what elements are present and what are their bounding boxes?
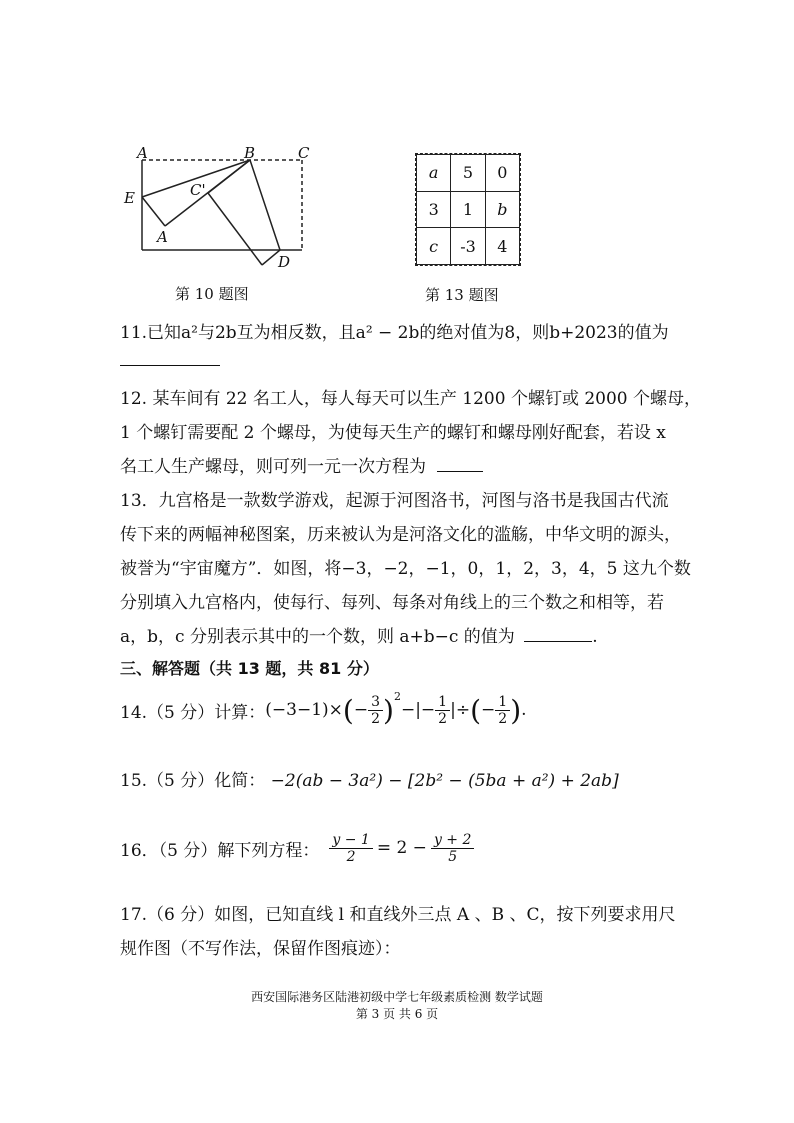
cell: 0	[485, 155, 519, 192]
cell: 5	[451, 155, 485, 192]
q14-num-3: 1	[495, 694, 510, 711]
label-b: B	[244, 144, 256, 162]
question-16-label: 16．（5 分）解下列方程：	[120, 840, 320, 861]
question-15-label: 15.（5 分）化简：	[120, 771, 266, 791]
q14-frac-1-2	[435, 694, 450, 727]
q14-end: .	[521, 700, 527, 720]
label-c-prime: C'	[190, 181, 206, 199]
q14-paren-close: )	[383, 693, 394, 727]
question-16	[120, 828, 474, 868]
cell: 4	[485, 228, 519, 265]
cell: 1	[451, 191, 485, 228]
question-15	[120, 766, 619, 791]
label-d: D	[278, 253, 291, 271]
question-11-answer-blank	[120, 365, 220, 366]
q16-mid: = 2 −	[376, 838, 427, 858]
question-13-answer-blank	[524, 627, 592, 642]
question-12-line-1: 12. 某车间有 22 名工人，每人每天可以生产 1200 个螺钉或 2000 个螺母，	[120, 389, 702, 409]
q14-den-2: 2	[438, 710, 448, 727]
figure-10-caption: 第 10 题图	[175, 285, 249, 303]
cell: 3	[417, 191, 451, 228]
q16-frac-right	[431, 832, 474, 865]
q14-expr-b: −|−	[400, 700, 436, 720]
question-17-line-1: 17.（6 分）如图，已知直线 l 和直线外三点 A 、B 、C，按下列要求用尺	[120, 905, 676, 925]
magic-square-grid	[415, 153, 521, 266]
question-13-line-5: a，b，c 分别表示其中的一个数，则 a+b−c 的值为 .	[120, 627, 598, 647]
label-c: C	[298, 144, 310, 162]
q14-paren-open-2: (	[470, 693, 482, 727]
question-13-line-1: 13．九宫格是一款数学游戏，起源于河图洛书，河图与洛书是我国古代流	[120, 491, 669, 511]
q16-frac-left	[329, 832, 372, 865]
q14-den: 2	[371, 710, 381, 727]
footer-page-number: 第 3 页 共 6 页	[355, 1007, 439, 1021]
q14-den-3: 2	[498, 710, 508, 727]
footer-school: 西安国际港务区陆港初级中学七年级素质检测 数学试题	[251, 990, 543, 1004]
question-11-text: 11.已知a²与2b互为相反数，且a² − 2b的绝对值为8，则b+2023的值为	[120, 323, 669, 343]
cell: -3	[451, 228, 485, 265]
question-12-line-2: 1 个螺钉需要配 2 个螺母，为使每天生产的螺钉和螺母刚好配套，若设 x	[120, 423, 666, 443]
q14-neg-2: −	[481, 700, 496, 720]
question-15-expr: −2(ab − 3a²) − [2b² − (5ba + a²) + 2ab]	[270, 771, 619, 791]
q14-square: 2	[393, 690, 401, 703]
section-title: 三、解答题（共 13 题，共 81 分）	[120, 659, 379, 678]
q16-num-2: y + 2	[431, 832, 474, 849]
question-13-line-4: 分别填入九宫格内，使每行、每列、每条对角线上的三个数之和相等，若	[120, 593, 664, 613]
q16-den-2: 5	[448, 848, 458, 865]
question-14	[120, 688, 527, 732]
label-a-top: A	[137, 144, 148, 162]
q14-paren-close-2: )	[510, 693, 522, 727]
cell-a: a	[417, 155, 451, 192]
q14-num-2: 1	[435, 694, 450, 711]
cell-b: b	[485, 191, 519, 228]
q14-paren-open: (	[342, 693, 354, 727]
q14-expr-c: |÷	[450, 700, 471, 720]
label-a-fold: A	[157, 228, 168, 246]
q14-expr-a: (−3−1)×	[265, 700, 343, 720]
cell-c: c	[417, 228, 451, 265]
figure-13-caption: 第 13 题图	[425, 286, 499, 304]
q16-den-1: 2	[346, 848, 356, 865]
question-14-label: 14.（5 分）计算：	[120, 702, 266, 723]
q14-frac-1-2-b	[495, 694, 510, 727]
question-13-line-5-text: a，b，c 分别表示其中的一个数，则 a+b−c 的值为	[120, 627, 515, 647]
question-13-line-3: 被誉为“宇宙魔方”．如图，将−3，−2，−1，0，1，2，3，4，5 这九个数	[120, 559, 691, 579]
question-12-line-3	[120, 452, 483, 477]
q14-num: 3	[368, 694, 383, 711]
q14-neg: −	[353, 700, 369, 720]
question-17-line-2: 规作图（不写作法，保留作图痕迹）：	[120, 939, 401, 959]
question-12-answer-blank	[437, 457, 483, 472]
q14-frac-3-2	[368, 694, 383, 727]
question-12-line-3-text: 名工人生产螺母，则可列一元一次方程为	[120, 457, 426, 477]
q16-num-1: y − 1	[329, 832, 372, 849]
question-13-line-2: 传下来的两幅神秘图案，历来被认为是河洛文化的滥觞，中华文明的源头，	[120, 525, 681, 545]
label-e: E	[124, 189, 135, 207]
